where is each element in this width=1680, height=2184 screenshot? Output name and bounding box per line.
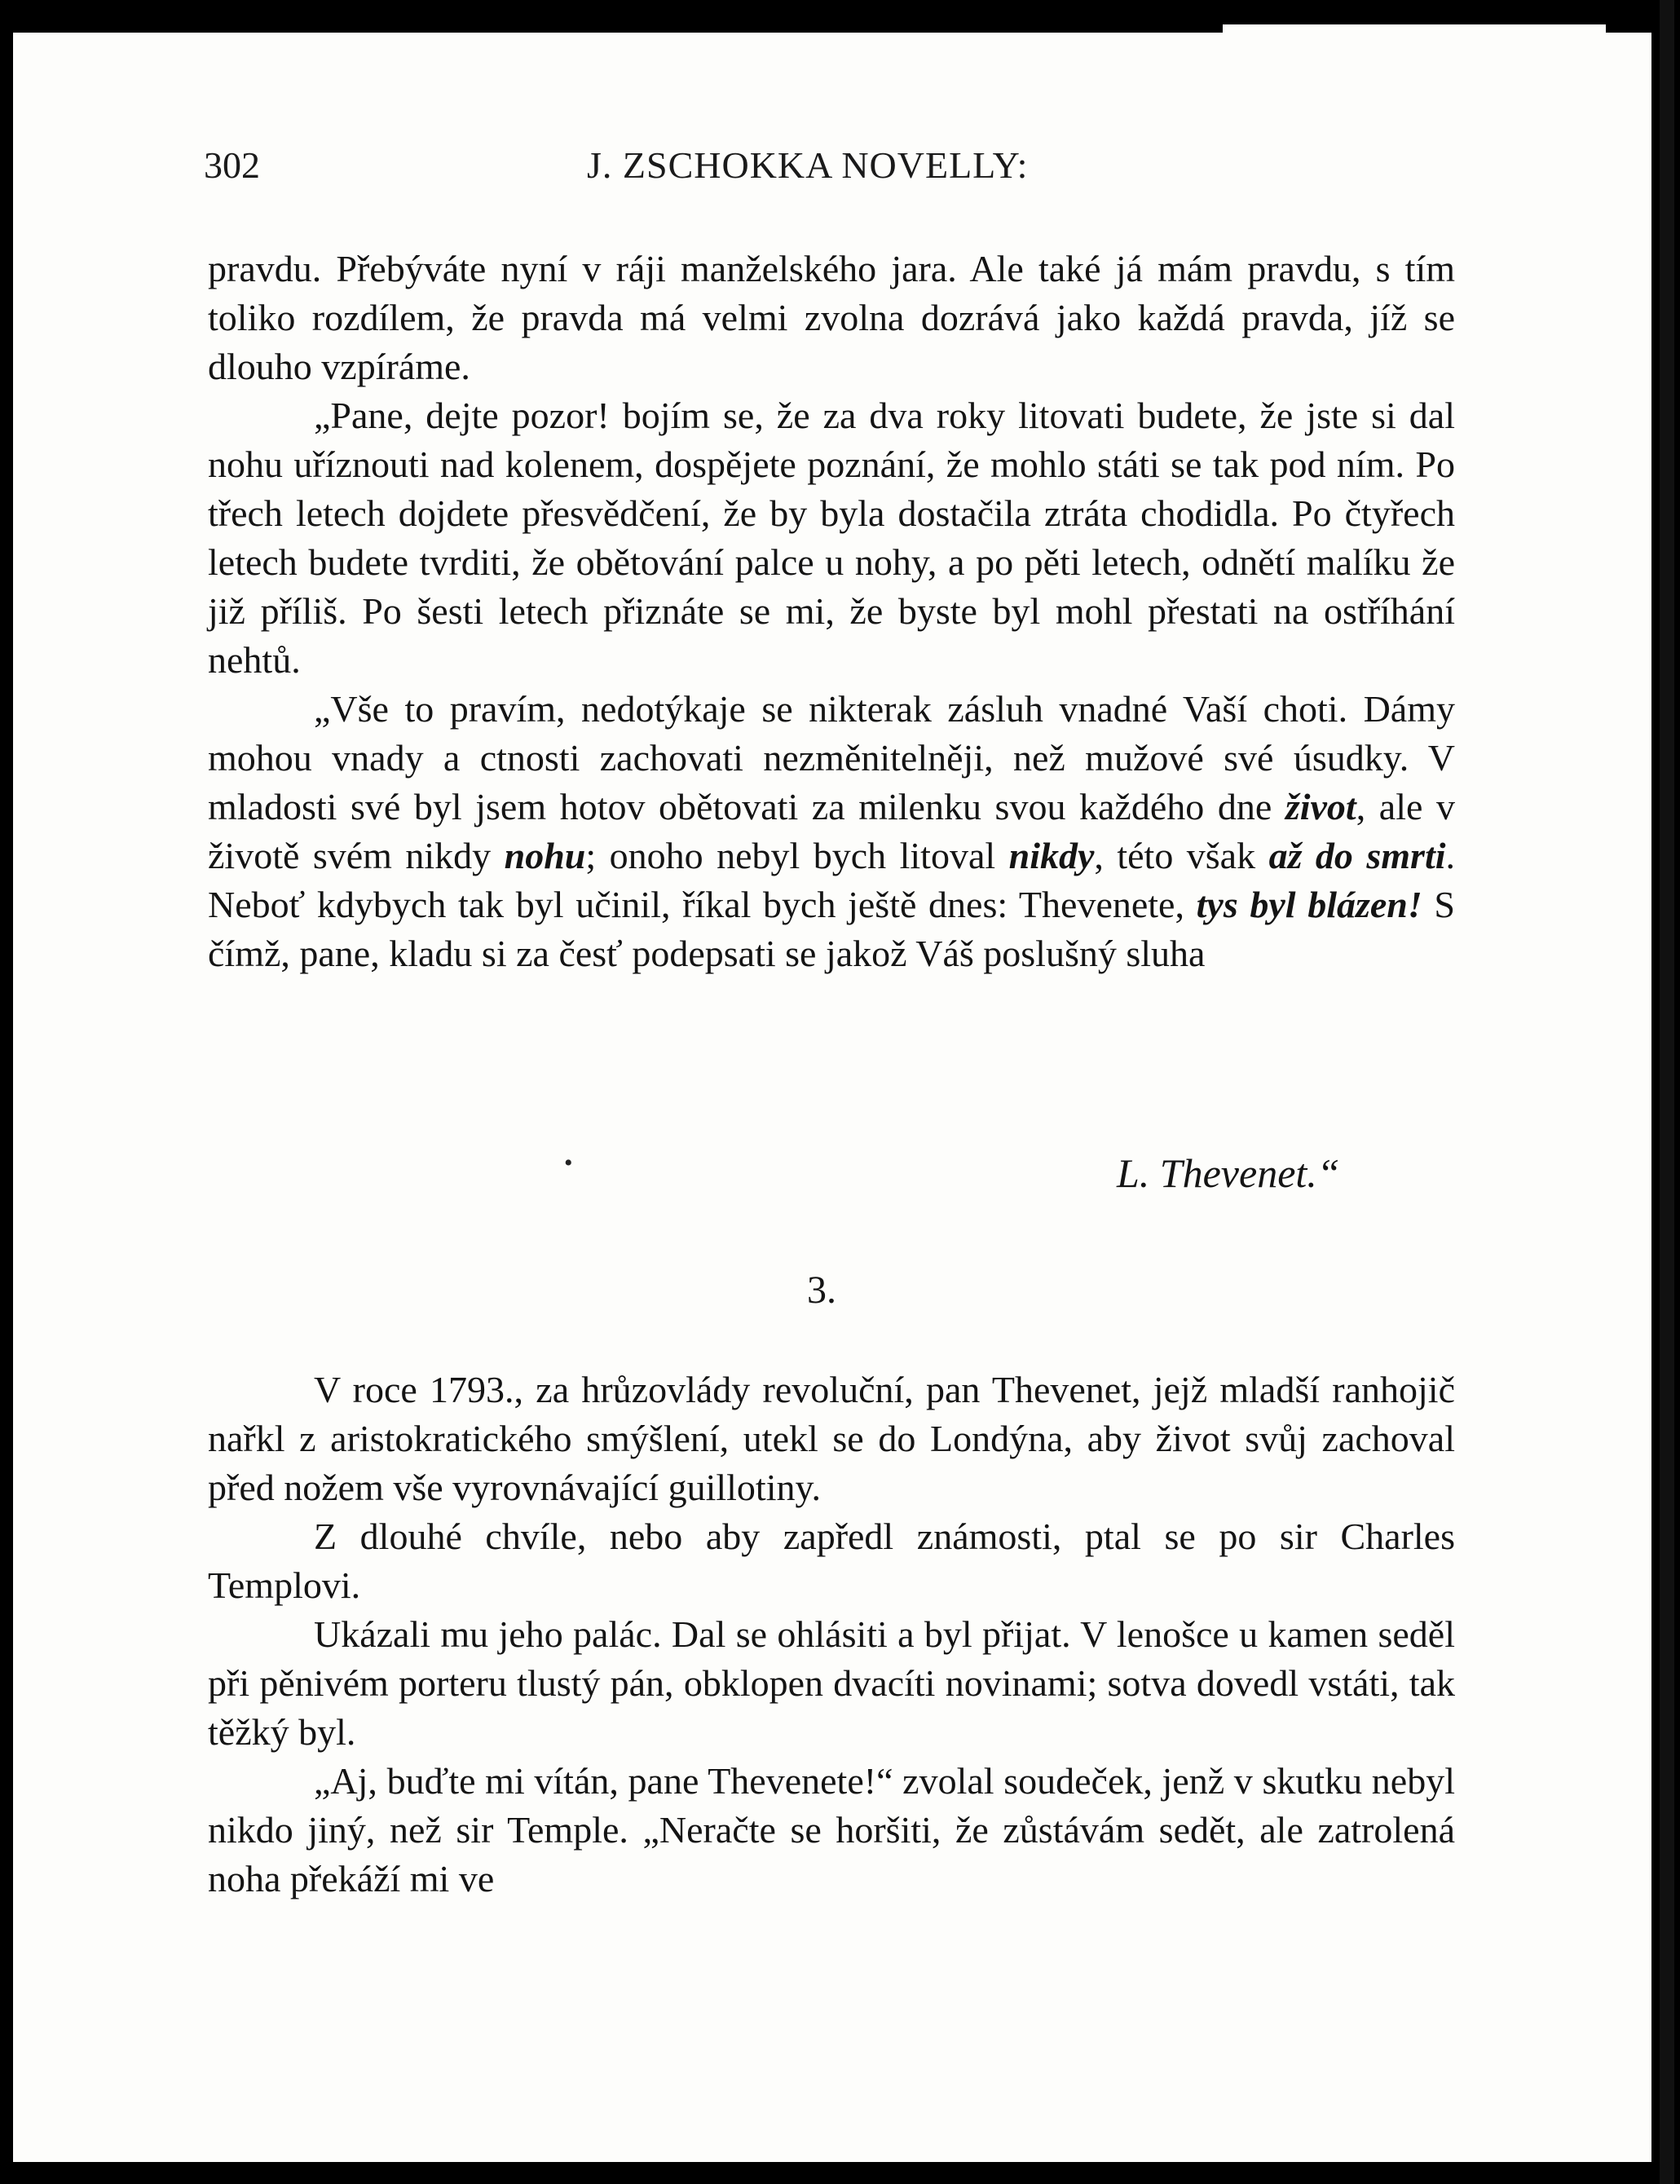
emphasis: nohu — [504, 835, 586, 876]
emphasis: až do smrti — [1268, 835, 1446, 876]
text-run: , ale v životě svém nikdy — [208, 786, 1455, 876]
paragraph: pravdu. Přebýváte nyní v ráji manželského jara. Ale také já mám pravdu, s tím toliko rozdílem, že pravda má velmi zvolna dozrává jako každá pravda, jíž se dlouho vzpíráme. — [208, 248, 1455, 387]
emphasis: nikdy — [1008, 835, 1095, 876]
page-number: 302 — [204, 144, 260, 186]
section-number: 3. — [807, 1268, 836, 1312]
text-run: . Neboť kdybych tak byl učinil, říkal bych ještě dnes: Thevenete, — [208, 835, 1456, 925]
paragraph: Z dlouhé chvíle, nebo aby zapředl známosti, ptal se po sir Charles Templovi. — [208, 1516, 1455, 1606]
page-edge — [1223, 24, 1606, 34]
ink-dot: • — [564, 1149, 573, 1176]
signature: L. Thevenet.“ — [1117, 1150, 1340, 1196]
emphasis: tys byl blázen! — [1196, 884, 1422, 925]
text-run: S čímž, pane, kladu si za česť podepsati se jakož Váš poslušný sluha — [208, 884, 1455, 974]
paragraph — [208, 685, 1455, 978]
running-header — [204, 143, 1456, 192]
paragraph: Ukázali mu jeho palác. Dal se ohlásiti a byl přijat. V lenošce u kamen seděl při pěnivém porteru tlustý pán, obklopen dvacíti novinami; sotva dovedl vstáti, tak těžký byl. — [208, 1613, 1455, 1753]
text-run: „Vše to pravím, nedotýkaje se nikterak zásluh vnadné Vaší choti. Dámy mohou vnady a ctnosti zachovati nezměnitelněji, než mužové své úsudky. V mladosti své byl jsem hotov obětovati za milenku svou každého dne — [208, 688, 1455, 827]
paragraph: „Pane, dejte pozor! bojím se, že za dva roky litovati budete, že jste si dal nohu uříznouti nad kolenem, dospějete poznání, že mohlo státi se tak pod ním. Po třech letech dojdete přesvědčení, že by byla dostačila ztráta chodidla. Po čtyřech letech budete tvrditi, že obětování palce u nohy, a po pěti letech, odnětí malíku že již příliš. Po šesti letech přiznáte se mi, že byste byl mohl přestati na ostříhání nehtů. — [208, 395, 1455, 681]
scan-border — [1660, 0, 1674, 2184]
text-run: , této však — [1094, 835, 1269, 876]
running-title: J. ZSCHOKKA NOVELLY: — [587, 144, 1029, 186]
chapter-text — [208, 1366, 1455, 1904]
text-run: ; onoho nebyl bych litoval — [585, 835, 1009, 876]
letter-text — [208, 245, 1455, 978]
emphasis: život — [1285, 786, 1356, 827]
paragraph: „Aj, buďte mi vítán, pane Thevenete!“ zvolal soudeček, jenž v skutku nebyl nikdo jiný, než sir Temple. „Neračte se horšiti, že zůstávám sedět, ale zatrolená noha překáží mi ve — [208, 1760, 1455, 1899]
paragraph: V roce 1793., za hrůzovlády revoluční, pan Thevenet, jejž mladší ranhojič nařkl z aristokratického smýšlení, utekl se do Londýna, aby život svůj zachoval před nožem vše vyrovnávající guillotiny. — [208, 1369, 1455, 1508]
